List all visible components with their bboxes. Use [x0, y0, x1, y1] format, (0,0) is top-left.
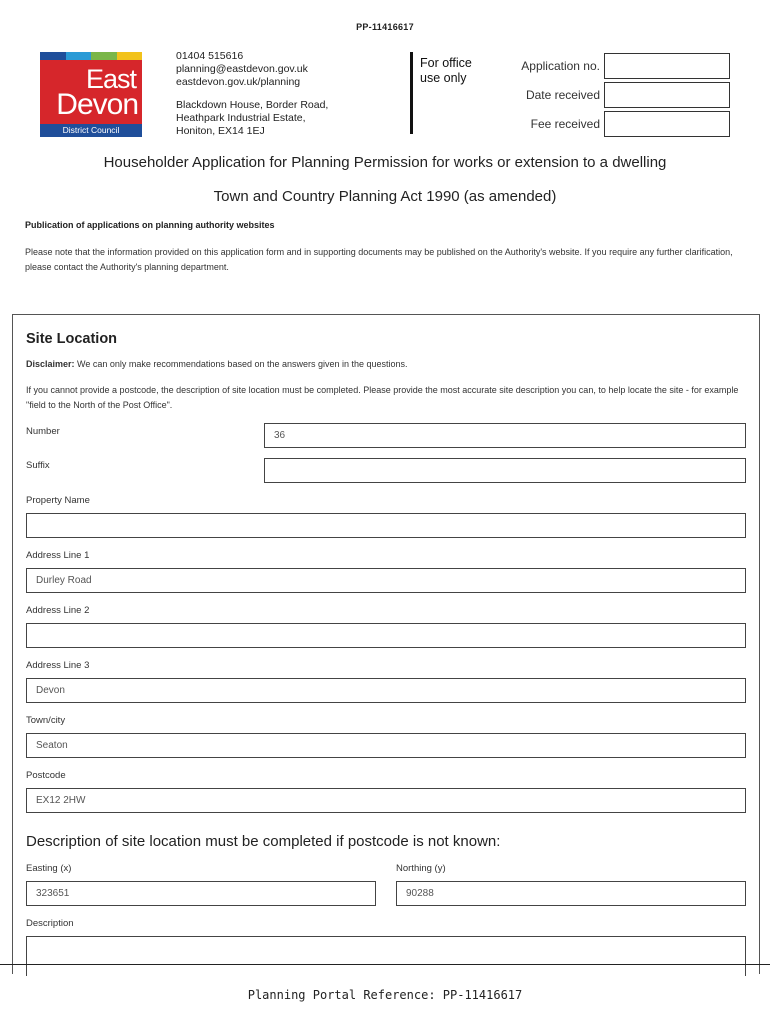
logo-subtitle: District Council	[40, 124, 142, 137]
town-field[interactable]: Seaton	[26, 733, 746, 758]
application-no-label: Application no.	[521, 58, 600, 73]
logo-body	[40, 60, 142, 124]
publication-text: Please note that the information provided on this application form and in supporting documents may be published on the Authority's website. If you require any further clarification, please contact the Authority's planning department.	[25, 247, 733, 272]
address-line2-field[interactable]	[26, 623, 746, 648]
fee-received-field[interactable]	[604, 111, 730, 137]
logo-color-strip	[40, 52, 142, 60]
logo-text-devon: Devon	[56, 88, 138, 121]
application-no-field[interactable]	[604, 53, 730, 79]
document-reference: PP-11416617	[356, 22, 414, 32]
disclaimer	[26, 359, 408, 369]
postcode-note: If you cannot provide a postcode, the description of site location must be completed. Please provide the most accurate site description you can, to help locate the site - for example "field to the North of the Post Office".	[26, 385, 739, 410]
fee-received-label: Fee received	[530, 116, 600, 131]
disclaimer-label: Disclaimer:	[26, 359, 75, 369]
logo-text-east: East	[85, 64, 136, 94]
east-devon-logo	[40, 52, 142, 136]
easting-label: Easting (x)	[26, 863, 72, 874]
postcode-field[interactable]: EX12 2HW	[26, 788, 746, 813]
contact-phone: 01404 515616	[176, 50, 244, 62]
publication-heading: Publication of applications on planning authority websites	[25, 220, 275, 230]
date-received-label: Date received	[525, 87, 600, 102]
page-bottom-rule	[0, 964, 770, 965]
office-row-fee-received	[490, 109, 730, 138]
suffix-field[interactable]	[264, 458, 746, 483]
easting-field[interactable]: 323651	[26, 881, 376, 906]
section-title: Site Location	[26, 331, 118, 347]
northing-label: Northing (y)	[396, 863, 446, 874]
form-title: Householder Application for Planning Permission for works or extension to a dwelling	[103, 154, 667, 171]
date-received-field[interactable]	[604, 82, 730, 108]
contact-address-line3: Honiton, EX14 1EJ	[176, 125, 265, 137]
contact-address-line2: Heathpark Industrial Estate,	[176, 112, 306, 124]
contact-email[interactable]: planning@eastdevon.gov.uk	[176, 63, 308, 75]
postcode-label: Postcode	[26, 770, 66, 781]
disclaimer-text: We can only make recommendations based on the answers given in the questions.	[74, 359, 408, 369]
address-line3-field[interactable]: Devon	[26, 678, 746, 703]
town-label: Town/city	[26, 715, 66, 726]
description-field[interactable]	[26, 936, 746, 976]
property-name-label: Property Name	[26, 495, 90, 506]
address-line2-label: Address Line 2	[26, 605, 90, 616]
office-use-label: For office use only	[420, 56, 472, 85]
office-row-application-no	[490, 51, 730, 80]
header	[40, 48, 740, 138]
contact-address-line1: Blackdown House, Border Road,	[176, 99, 329, 111]
form-subtitle-act: Town and Country Planning Act 1990 (as amended)	[213, 188, 557, 205]
address-line1-label: Address Line 1	[26, 550, 90, 561]
contact-website[interactable]: eastdevon.gov.uk/planning	[176, 76, 301, 88]
northing-field[interactable]: 90288	[396, 881, 746, 906]
contact-details	[176, 50, 328, 138]
address-line3-label: Address Line 3	[26, 660, 90, 671]
site-location-panel	[12, 314, 760, 974]
office-row-date-received	[490, 80, 730, 109]
office-use-fields	[490, 51, 730, 138]
number-field[interactable]: 36	[264, 423, 746, 448]
description-label: Description	[26, 918, 74, 929]
address-line1-field[interactable]: Durley Road	[26, 568, 746, 593]
office-divider	[410, 52, 413, 134]
description-heading: Description of site location must be completed if postcode is not known:	[26, 833, 501, 850]
suffix-label: Suffix	[26, 460, 50, 471]
number-label: Number	[26, 426, 60, 437]
footer-reference: Planning Portal Reference: PP-11416617	[247, 988, 523, 1002]
property-name-field[interactable]	[26, 513, 746, 538]
